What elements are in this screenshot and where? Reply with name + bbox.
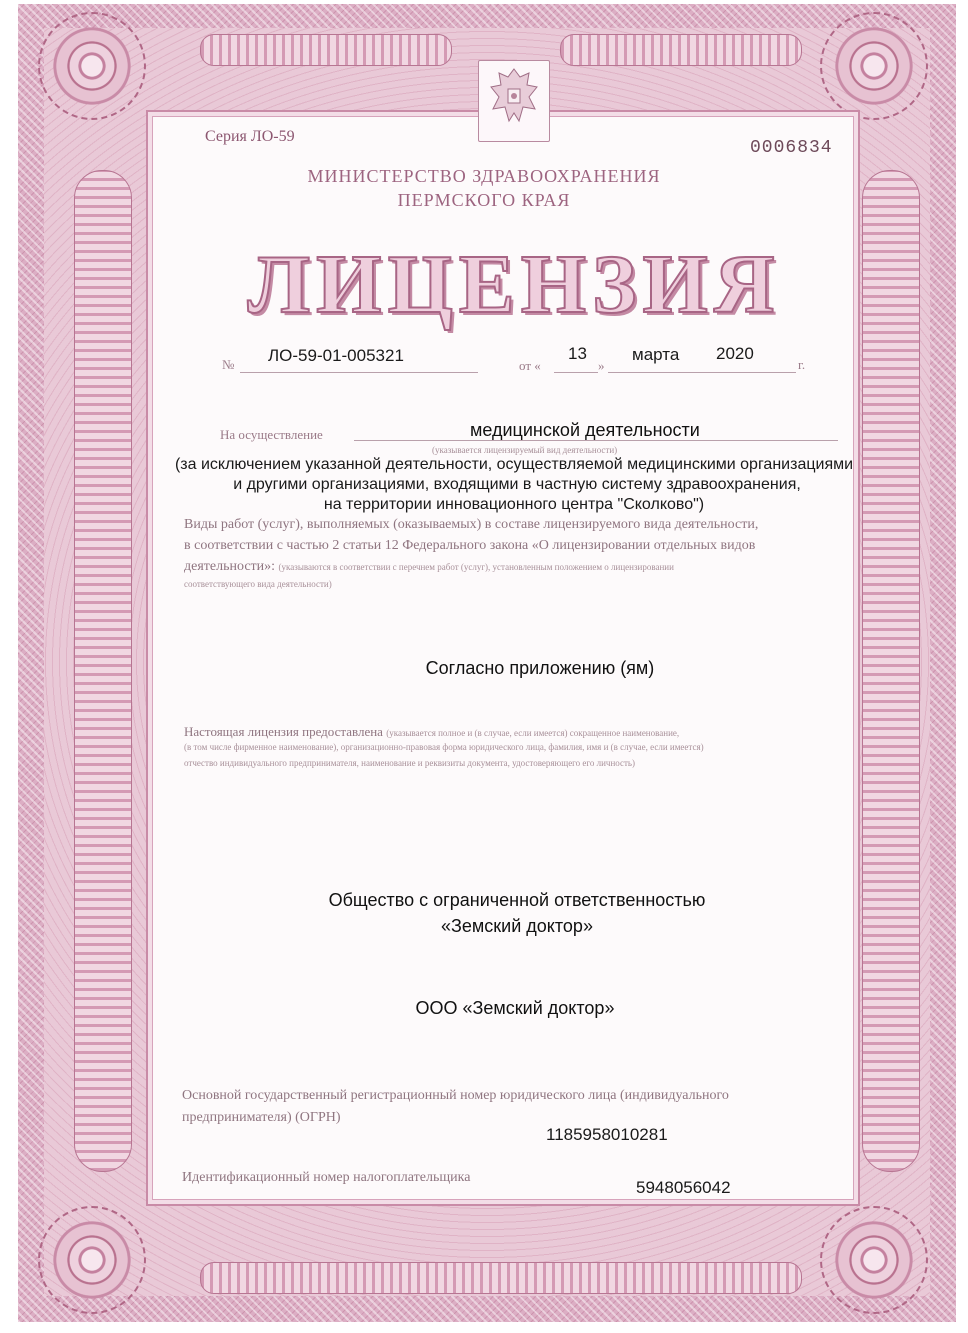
- date-from-label: от «: [519, 358, 541, 373]
- series-label: Серия ЛО-59: [205, 128, 295, 145]
- date-quote-close: »: [598, 358, 605, 373]
- works-line3-main: деятельности»:: [184, 559, 276, 574]
- license-number: ЛО-59-01-005321: [268, 346, 404, 365]
- serial-number: 0006834: [750, 138, 833, 158]
- ministry-name-line2: ПЕРМСКОГО КРАЯ: [397, 190, 571, 210]
- license-number-underline: [240, 372, 478, 373]
- activity-note-line3: на территории инновационного центра "Сколково"): [323, 496, 705, 513]
- inn-label: Идентификационный номер налогоплательщика: [182, 1170, 471, 1185]
- works-line3-hint: (указываются в соответствии с перечнем работ (услуг), установленным положением о лицензировании: [278, 562, 674, 572]
- licensee-line1: [184, 724, 679, 740]
- licensee-full-name-line2: «Земский доктор»: [441, 916, 593, 936]
- license-day: 13: [568, 344, 587, 363]
- works-line1: Виды работ (услуг), выполняемых (оказываемых) в составе лицензируемого вида деятельности,: [184, 517, 759, 532]
- licensee-label: Настоящая лицензия предоставлена: [184, 724, 383, 739]
- ministry-name-line1: МИНИСТЕРСТВО ЗДРАВООХРАНЕНИЯ: [307, 166, 661, 186]
- licensee-hint2: (в том числе фирменное наименование), организационно-правовая форма юридического лица, фамилия, имя и (в случае, если имеется): [184, 742, 704, 752]
- ogrn-label-line1: Основной государственный регистрационный номер юридического лица (индивидуального: [182, 1088, 729, 1103]
- activity-value: медицинской деятельности: [470, 420, 700, 440]
- licensee-hint3: отчество индивидуального предпринимателя, наименование и реквизиты документа, удостоверяющего его личность): [184, 758, 636, 768]
- licensee-full-name-line1: Общество с ограниченной ответственностью: [328, 890, 706, 910]
- ogrn-label-line2: предпринимателя) (ОГРН): [182, 1110, 341, 1125]
- activity-note-line2: и другими организациями, входящими в частную систему здравоохранения,: [233, 476, 801, 493]
- license-month: марта: [632, 345, 680, 364]
- license-number-label: №: [222, 357, 235, 372]
- year-suffix: г.: [798, 357, 806, 372]
- works-line2: в соответствии с частью 2 статьи 12 Федерального закона «О лицензировании отдельных видов: [184, 538, 756, 553]
- works-description: [184, 514, 844, 590]
- works-line3: [184, 556, 844, 578]
- document-title: ЛИЦЕНЗИЯ: [247, 238, 781, 331]
- licensee-short-name: ООО «Земский доктор»: [415, 998, 615, 1018]
- activity-label: На осуществление: [220, 427, 323, 442]
- activity-hint: (указывается лицензируемый вид деятельности): [432, 445, 618, 455]
- activity-note-line1: (за исключением указанной деятельности, осуществляемой медицинскими организациями: [174, 456, 854, 473]
- coat-of-arms-emblem-icon: [478, 60, 550, 142]
- licensee-hint1: (указывается полное и (в случае, если имеется) сокращенное наименование,: [386, 728, 680, 738]
- date-month-underline: [608, 372, 796, 373]
- ogrn-value: 1185958010281: [546, 1125, 668, 1144]
- license-year: 2020: [716, 344, 754, 363]
- date-day-underline: [554, 372, 598, 373]
- inn-value: 5948056042: [636, 1178, 731, 1197]
- works-value: Согласно приложению (ям): [425, 658, 655, 678]
- works-line4-hint: соответствующего вида деятельности): [184, 579, 332, 589]
